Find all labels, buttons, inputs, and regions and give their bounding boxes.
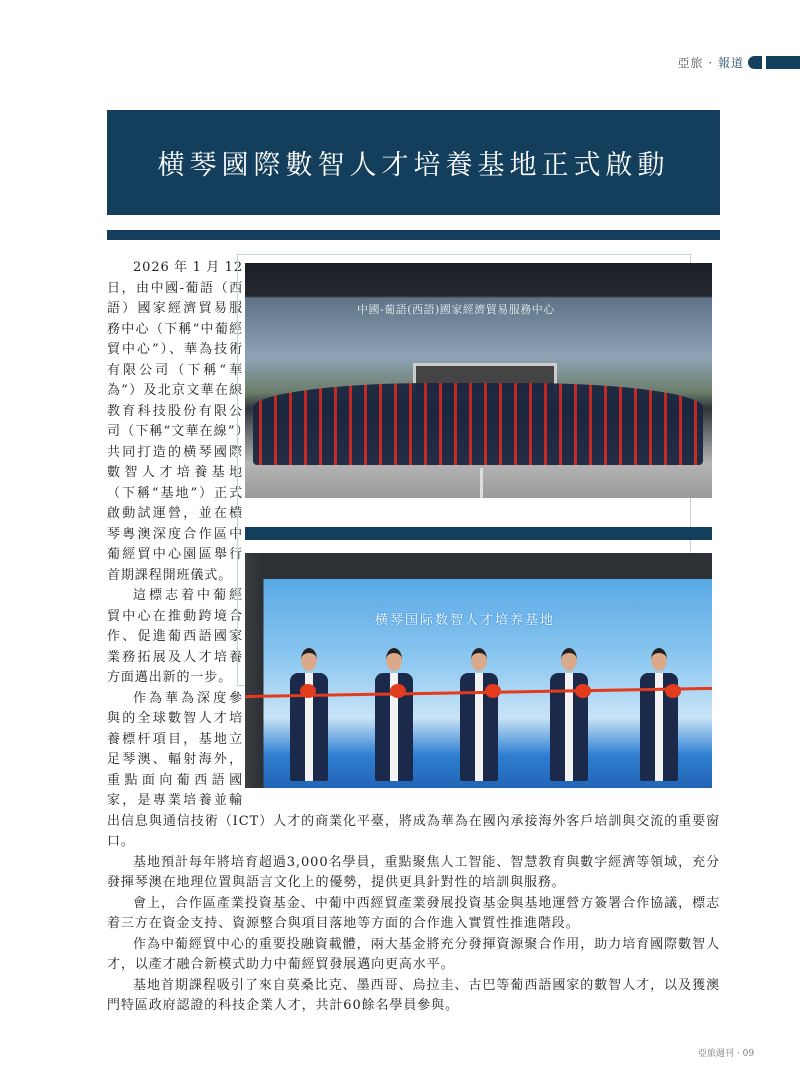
section-label: [677, 54, 744, 71]
ribbon-bow: [575, 684, 591, 698]
section-header: [600, 54, 800, 72]
title-banner: [107, 110, 720, 215]
page-title: 横琴國際數智人才培養基地正式啟動: [157, 150, 670, 181]
ribbon-cutting-photo: [245, 553, 712, 788]
group-photo: [245, 263, 712, 498]
paragraph: 作為中葡經貿中心的重要投融資載體，兩大基金將充分發揮資源聚合作用，助力培育國際數智人才，以產才融合新模式助力中葡經貿發展邁向更高水平。: [107, 936, 720, 972]
ribbon-bow: [665, 684, 681, 698]
building-sign: 中國-葡語(西語)國家經濟貿易服務中心: [357, 303, 555, 316]
ribbon-bow: [390, 684, 406, 698]
subsection-name: 報道: [717, 56, 744, 70]
page-footer: [698, 1046, 754, 1059]
article-body: [107, 258, 720, 1017]
ground-marking: [480, 468, 483, 498]
paragraph: 這標志着中葡經貿中心在推動跨境合作、促進葡西語國家業務拓展及人才培養方面邁出新的一步。: [107, 588, 243, 685]
person: [375, 648, 413, 778]
ribbon-bow: [485, 684, 501, 698]
paragraph: 基地首期課程吸引了來自莫桑比克、墨西哥、烏拉圭、古巴等葡西語國家的數智人才，以及獲澳門特區政府認證的科技企業人才，共計60餘名學員參與。: [107, 977, 720, 1013]
section-name: 亞旅: [677, 56, 704, 70]
paragraph: 2026年1月12日，由中國-葡語（西語）國家經濟貿易服務中心（下稱“中葡經貿中心”）、華為技術有限公司（下稱“華為”）及北京文華在線教育科技股份有限公司（下稱“文華在線”）共同打造的横琴國際數智人才培養基地（下稱“基地”）正式啟動試運營，並在横琴粵澳深度合作區中葡經貿中心園區舉行首期課程開班儀式。: [107, 260, 243, 583]
ribbon-bow: [300, 684, 316, 698]
section-bar: [766, 56, 800, 69]
person: [460, 648, 498, 778]
paragraph: 會上，合作區產業投資基金、中葡中西經貿產業發展投資基金與基地運營方簽署合作協議，標志着三方在資金支持、資源整合與項目落地等方面的合作進入實質性推進階段。: [107, 895, 720, 931]
publication-name: 亞旅週刊: [698, 1049, 735, 1059]
backdrop-text: 横琴国际数智人才培养基地: [375, 613, 556, 628]
paragraph: 作為華為深度參與的全球數智人才培養標杆項目，基地立足琴澳、輻射海外，重點面向葡西語國家，是專業培養並輸出信息與通信技術（ICT）人才的商業化平臺，將成為華為在國內承接海外客戶培訓與交流的重要窗口。: [107, 690, 720, 849]
page-number: 09: [742, 1049, 755, 1059]
section-marker-icon: [748, 56, 762, 69]
paragraph: 基地預計每年將培育超過3,000名學員，重點聚焦人工智能、智慧教育與數字經濟等領域，充分發揮琴澳在地理位置與語言文化上的優勢，提供更具針對性的培訓與服務。: [107, 854, 720, 890]
photo-column: [245, 258, 720, 798]
person: [550, 648, 588, 778]
separator: ·: [736, 1049, 740, 1059]
group-of-people: [253, 383, 703, 465]
title-rule: [107, 230, 720, 240]
photo-divider-bar: [245, 527, 712, 540]
person: [640, 648, 678, 778]
person: [290, 648, 328, 778]
separator: ·: [708, 56, 714, 70]
